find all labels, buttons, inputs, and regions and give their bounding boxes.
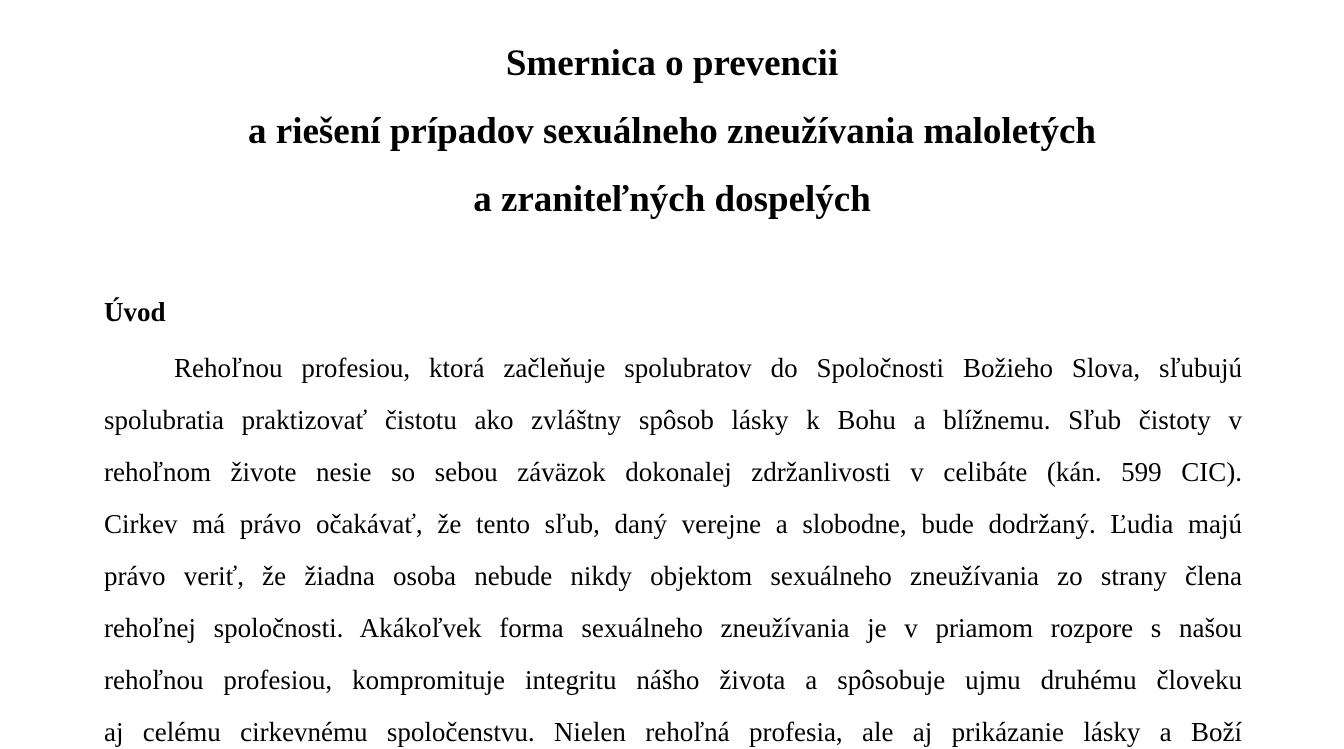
body-paragraph bbox=[104, 342, 1242, 749]
paragraph-line: rehoľnej spoločnosti. Akákoľvek forma sexuálneho zneužívania je v priamom rozpore s našou bbox=[104, 613, 1242, 643]
paragraph-line: rehoľnom živote nesie so sebou záväzok dokonalej zdržanlivosti v celibáte (kán. 599 CIC). bbox=[104, 457, 1242, 487]
paragraph-line: Rehoľnou profesiou, ktorá začleňuje spolubratov do Spoločnosti Božieho Slova, sľubujú bbox=[174, 353, 1242, 383]
title-line-3: a zraniteľných dospelých bbox=[473, 179, 871, 220]
paragraph-line: spolubratia praktizovať čistotu ako zvláštny spôsob lásky k Bohu a blížnemu. Sľub čistoty v bbox=[104, 405, 1242, 435]
title-line-2: a riešení prípadov sexuálneho zneužívania maloletých bbox=[248, 111, 1096, 152]
document-title bbox=[0, 30, 1344, 234]
title-line-1: Smernica o prevencii bbox=[505, 43, 839, 84]
paragraph-line: aj celému cirkevnému spoločenstvu. Nielen rehoľná profesia, ale aj prikázanie lásky a Boží bbox=[104, 717, 1242, 747]
paragraph-line: Cirkev má právo očakávať, že tento sľub, daný verejne a slobodne, bude dodržaný. Ľudia majú bbox=[104, 509, 1242, 539]
paragraph-line: rehoľnou profesiou, kompromituje integritu nášho života a spôsobuje ujmu druhému človeku bbox=[104, 665, 1242, 695]
section-heading-uvod: Úvod bbox=[104, 297, 166, 327]
paragraph-line: právo veriť, že žiadna osoba nebude nikdy objektom sexuálneho zneužívania zo strany člena bbox=[104, 561, 1242, 591]
